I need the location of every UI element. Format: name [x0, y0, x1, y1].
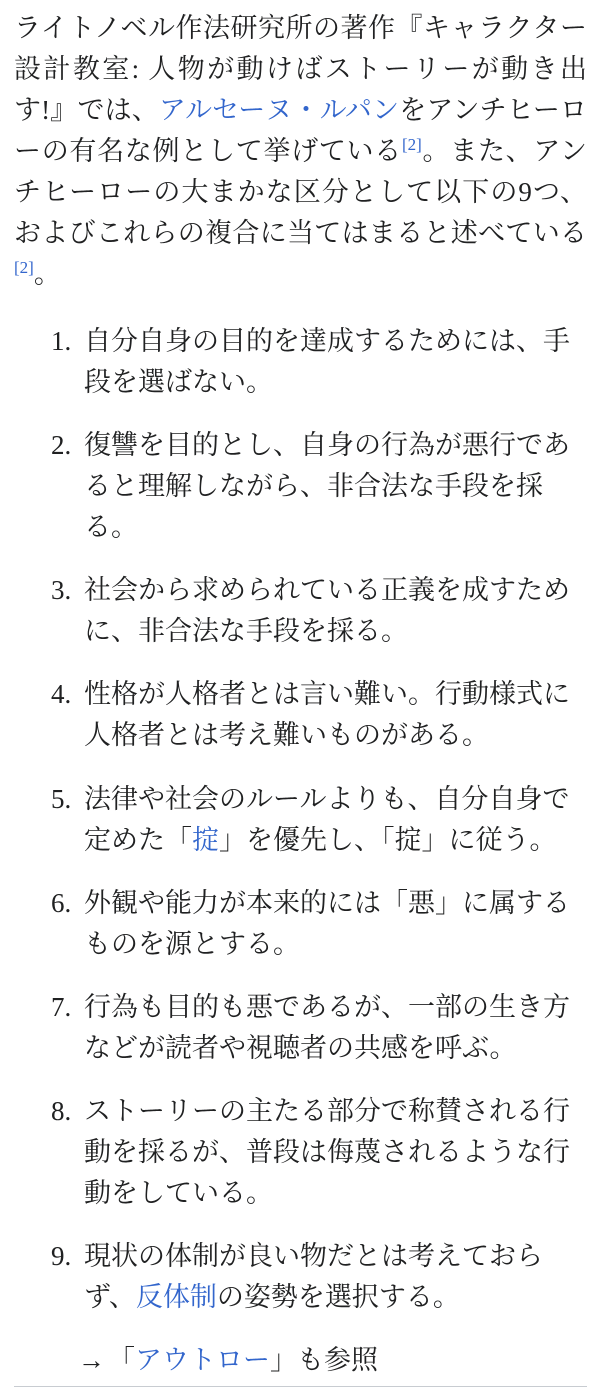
- list-item-text: 6. 外観や能力が本来的には「悪」に属するものを源とする。: [84, 887, 570, 959]
- list-item: [78, 779, 587, 861]
- list-item-text-post: 」を優先し、「掟」に従う。: [219, 824, 557, 855]
- reference-link-2b[interactable]: [2]: [14, 258, 34, 278]
- list-item-text: 3. 社会から求められている正義を成すために、非合法な手段を採る。: [84, 575, 570, 647]
- intro-text-segment-3: 。また、アンチヒーローの大まかな区分として以下の9つ、およびこれらの複合に当てはまると述べている: [14, 136, 588, 249]
- list-item-text-post: の姿勢を選択する。: [216, 1281, 460, 1312]
- list-item: [78, 321, 587, 403]
- reference-marker-2b[interactable]: [14, 258, 34, 277]
- reference-link-2a[interactable]: [2]: [401, 135, 422, 155]
- intro-paragraph: [14, 8, 587, 295]
- link-okite[interactable]: 掟: [192, 824, 219, 855]
- list-item-text: 2. 復讐を目的とし、自身の行為が悪行であると理解しながら、非合法な手段を採る。: [84, 430, 570, 543]
- list-item-text-pre: 現状の体制が良い物だとは考えておらず、: [84, 1240, 543, 1312]
- see-also-quote-close: 」: [270, 1344, 297, 1375]
- list-item-text-pre: 法律や社会のルールよりも、自分自身で定めた「: [84, 783, 570, 855]
- intro-text-segment-4: 。: [33, 259, 61, 290]
- link-antiestablishment[interactable]: 反体制: [135, 1281, 217, 1312]
- intro-text-segment-2: をアンチヒーローの有名な例として挙げている: [14, 95, 587, 167]
- intro-text-segment-1: ライトノベル作法研究所の著作『キャラクター設計教室: 人物が動けばストーリーが動き出す!』では、: [14, 13, 587, 126]
- list-item-text: [84, 1236, 587, 1318]
- list-item-text: 1. 自分自身の目的を達成するためには、手段を選ばない。: [84, 326, 570, 398]
- list-item: [78, 1236, 587, 1318]
- reference-marker-2a[interactable]: [402, 135, 422, 154]
- list-item-text: 8. ストーリーの主たる部分で称賛される行動を採るが、普段は侮蔑されるような行動をしている。: [84, 1095, 570, 1208]
- see-also-tail: も参照: [297, 1344, 378, 1375]
- link-outlaw[interactable]: アウトロー: [135, 1344, 270, 1375]
- see-also-quote-open: 「: [108, 1344, 135, 1375]
- arrow-icon: →: [78, 1344, 105, 1375]
- list-item: [78, 987, 587, 1069]
- list-item-text: 7. 行為も目的も悪であるが、一部の生き方などが読者や視聴者の共感を呼ぶ。: [84, 991, 570, 1063]
- list-item: [78, 1091, 587, 1214]
- list-item-text: [84, 779, 587, 861]
- link-arsene-lupin[interactable]: アルセーヌ・ルパン: [158, 95, 400, 126]
- list-item: [78, 883, 587, 965]
- list-item: [78, 425, 587, 548]
- see-also-line: [14, 1340, 587, 1381]
- antihero-category-list: [14, 321, 587, 1318]
- list-item-text: 4. 性格が人格者とは言い難い。行動様式に人格者とは考え難いものがある。: [84, 679, 570, 751]
- list-item: [78, 674, 587, 756]
- list-item: [78, 570, 587, 652]
